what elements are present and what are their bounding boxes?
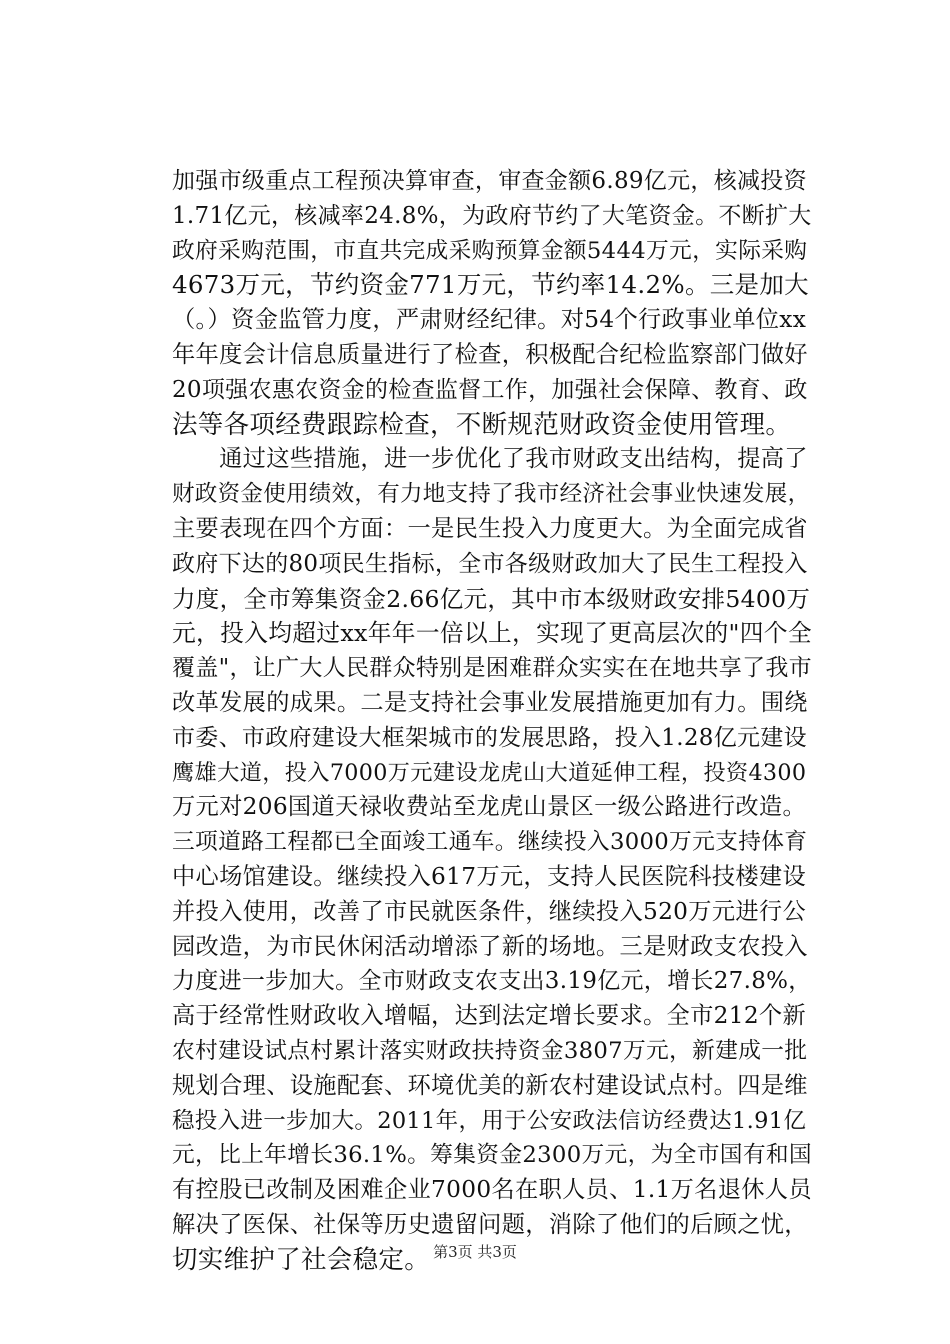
text-line: 农村建设试点村累计落实财政扶持资金3807万元，新建成一批 [172, 1037, 808, 1064]
text-line: 1.71亿元，核减率24.8%，为政府节约了大笔资金。不断扩大 [172, 202, 812, 229]
text-line: 稳投入进一步加大。2011年，用于公安政法信访经费达1.91亿 [172, 1107, 807, 1134]
text-line: 市委、市政府建设大框架城市的发展思路，投入1.28亿元建设 [172, 724, 807, 751]
text-line: 有控股已改制及困难企业7000名在职人员、1.1万名退休人员 [172, 1176, 812, 1204]
text-line: 法等各项经费跟踪检查，不断规范财政资金使用管理。 [172, 409, 792, 440]
text-line: 力度，全市筹集资金2.66亿元，其中市本级财政安排5400万 [172, 584, 811, 613]
text-line: 改革发展的成果。二是支持社会事业发展措施更加有力。围绕 [172, 688, 808, 716]
page-number: 第3页 共3页 [433, 1243, 517, 1261]
text-line: 加强市级重点工程预决算审查，审查金额6.89亿元，核减投资 [172, 168, 807, 194]
text-line: 园改造，为市民休闲活动增添了新的场地。三是财政支农投入 [172, 932, 808, 960]
text-line: 20项强农惠农资金的检查监督工作，加强社会保障、教育、政 [172, 376, 808, 403]
text-line: 解决了医保、社保等历史遗留问题，消除了他们的后顾之忧， [172, 1210, 808, 1238]
text-line: 切实维护了社会稳定。 [172, 1244, 431, 1275]
text-line: 三项道路工程都已全面竣工通车。继续投入3000万元支持体育 [172, 829, 808, 856]
text-line: 并投入使用，改善了市民就医条件，继续投入520万元进行公 [172, 897, 807, 925]
document-body [172, 164, 812, 1278]
text-line: 鹰雄大道，投入7000万元建设龙虎山大道延伸工程，投资4300 [172, 759, 807, 786]
text-line: 中心场馆建设。继续投入617万元，支持人民医院科技楼建设 [172, 862, 807, 890]
text-line: 万元对206国道天禄收费站至龙虎山景区一级公路进行改造。 [172, 793, 807, 821]
text-line: 4673万元，节约资金771万元，节约率14.2%。三是加大 [172, 270, 809, 300]
text-line: 元，投入均超过xx年年一倍以上，实现了更高层次的"四个全 [172, 619, 812, 648]
text-line: 覆盖"，让广大人民群众特别是困难群众实实在在地共享了我市 [172, 655, 812, 682]
text-line: 高于经常性财政收入增幅，达到法定增长要求。全市212个新 [172, 1002, 807, 1030]
page-footer [0, 1242, 950, 1262]
text-line: 财政资金使用绩效，有力地支持了我市经济社会事业快速发展， [172, 481, 811, 508]
text-line: 政府采购范围，市直共完成采购预算金额5444万元，实际采购 [172, 237, 808, 264]
text-line: 力度进一步加大。全市财政支农支出3.19亿元，增长27.8%， [172, 968, 812, 995]
text-line: 规划合理、设施配套、环境优美的新农村建设试点村。四是维 [172, 1071, 808, 1099]
text-line: 元，比上年增长36.1%。筹集资金2300万元，为全市国有和国 [172, 1142, 812, 1169]
text-line: 主要表现在四个方面：一是民生投入力度更大。为全面完成省 [172, 514, 808, 542]
text-line: 通过这些措施，进一步优化了我市财政支出结构，提高了 [172, 445, 808, 473]
text-line: 年年度会计信息质量进行了检查，积极配合纪检监察部门做好 [172, 340, 808, 368]
text-line: 政府下达的80项民生指标，全市各级财政加大了民生工程投入 [172, 550, 808, 577]
text-line: （。）资金监管力度，严肃财经纪律。对54个行政事业单位xx [172, 306, 807, 334]
